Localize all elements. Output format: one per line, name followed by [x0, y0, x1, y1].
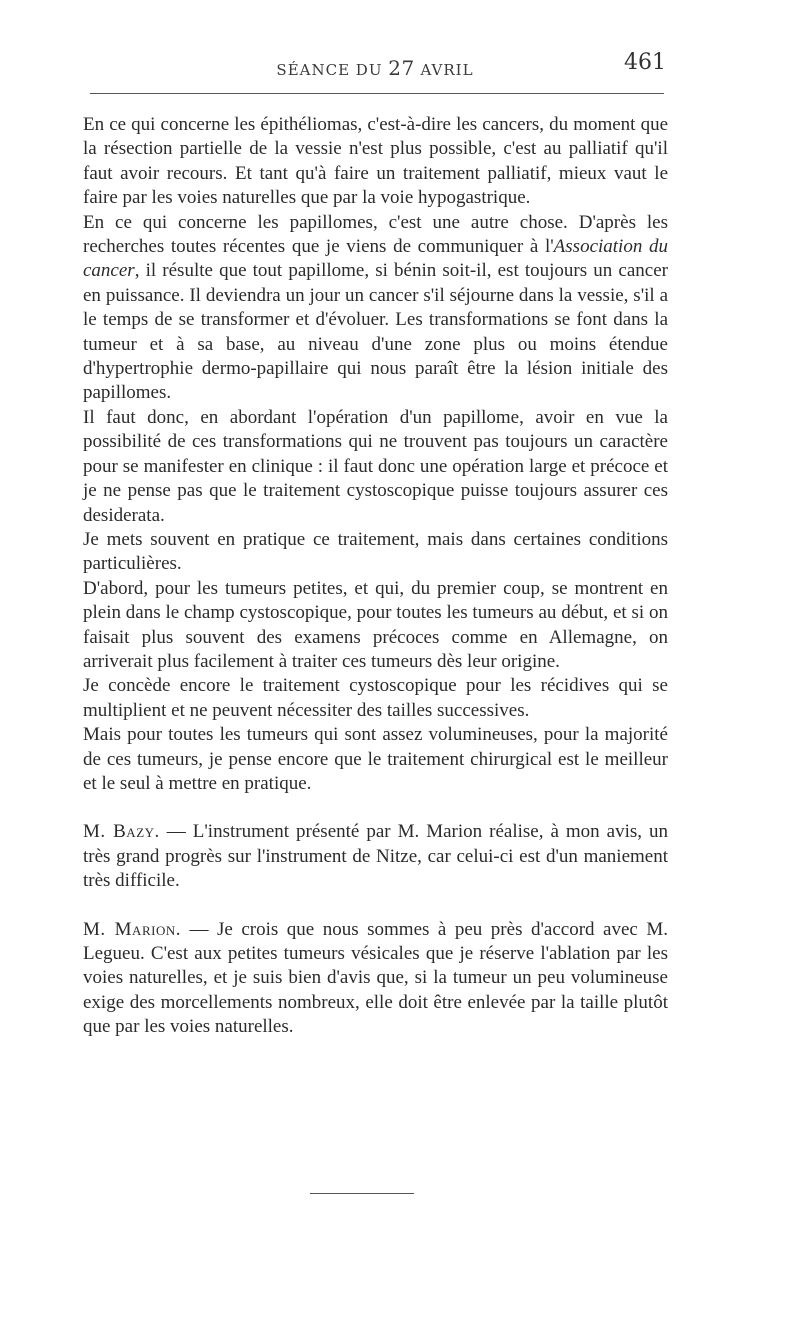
paragraph-pratique: Je mets souvent en pratique ce traitement, mais dans certaines conditions particulières. — [83, 528, 668, 575]
papillomes-text-after: , il résulte que tout papillome, si bénin soit-il, est toujours un cancer en puissance. Il deviendra un jour un cancer s'il séjourne dans la vessie, s'il a le temps de se transformer et d'évoluer. Les transformations se font dans la tumeur et à sa base, au niveau d'une zone plus ou moins étendue d'hypertrophie dermo-papillaire qui nous paraît être la lésion initiale des papillomes. — [83, 260, 668, 404]
speaker-marion: M. Marion. — [83, 918, 181, 940]
section-end-rule — [310, 1193, 414, 1194]
header-divider — [90, 93, 664, 94]
association-title: Association du cancer — [83, 236, 668, 282]
section-gap — [83, 894, 668, 918]
paragraph-recidives: Je concède encore le traitement cystoscopique pour les récidives qui se multiplient et ne peuvent nécessiter des tailles successives. — [83, 675, 668, 721]
header-title — [84, 56, 666, 80]
body-text — [83, 113, 668, 1040]
paragraph-epitheliomas: En ce qui concerne les épithéliomas, c'est-à-dire les cancers, du moment que la résection partielle de la vessie n'est plus possible, c'est au palliatif qu'il faut avoir recours. Et tant qu'à faire un traitement palliatif, mieux vaut le faire par les voies naturelles que par la voie hypogastrique. — [83, 114, 668, 209]
section-gap — [83, 796, 668, 820]
marion-text: — Je crois que nous sommes à peu près d'accord avec M. Legueu. C'est aux petites tumeurs vésicales que je réserve l'ablation par les voies naturelles, et je suis bien d'avis que, si la tumeur un peu volumineuse exige des morcellements nombreux, elle doit être enlevée par la taille plutôt que par les voies naturelles. — [83, 918, 668, 1038]
page-number: 461 — [624, 50, 666, 75]
bazy-text: — L'instrument présenté par M. Marion réalise, à mon avis, un très grand progrès sur l'instrument de Nitze, car celui-ci est d'un maniement très difficile. — [83, 821, 668, 892]
paragraph-tumeurs-petites: D'abord, pour les tumeurs petites, et qui, du premier coup, se montrent en plein dans le champ cystoscopique, pour toutes les tumeurs au début, et si on faisait plus souvent des examens précoces comme en Allemagne, on arriverait plus facilement à traiter ces tumeurs dès leur origine. — [83, 577, 668, 672]
header-title-day: 27 — [388, 56, 415, 80]
papillomes-text-before: D'après les recherches toutes récentes que je viens de communiquer à l' — [83, 211, 669, 258]
paragraph-volumineuses: Mais pour toutes les tumeurs qui sont assez volumineuses, pour la majorité de ces tumeurs, je pense encore que le traitement chirurgical est le meilleur et le seul à mettre en pratique. — [83, 724, 668, 794]
paragraph-papillomes — [83, 211, 668, 406]
header-title-prefix: SÉANCE DU — [276, 61, 389, 79]
running-header — [84, 50, 666, 80]
paragraph-marion — [83, 918, 668, 1040]
speaker-bazy: M. Bazy. — [83, 821, 160, 843]
papillomes-intro: En ce qui concerne les papillomes, c'est une autre chose. — [83, 211, 568, 233]
header-title-suffix: AVRIL — [414, 61, 474, 79]
paragraph-bazy — [83, 820, 668, 893]
paragraph-operation: Il faut donc, en abordant l'opération d'un papillome, avoir en vue la possibilité de ces transformations qui ne trouvent pas toujours un caractère pour se manifester en clinique : il faut donc une opération large et précoce et je ne pense pas que le traitement cystoscopique puisse toujours assurer ces desiderata. — [83, 406, 668, 526]
